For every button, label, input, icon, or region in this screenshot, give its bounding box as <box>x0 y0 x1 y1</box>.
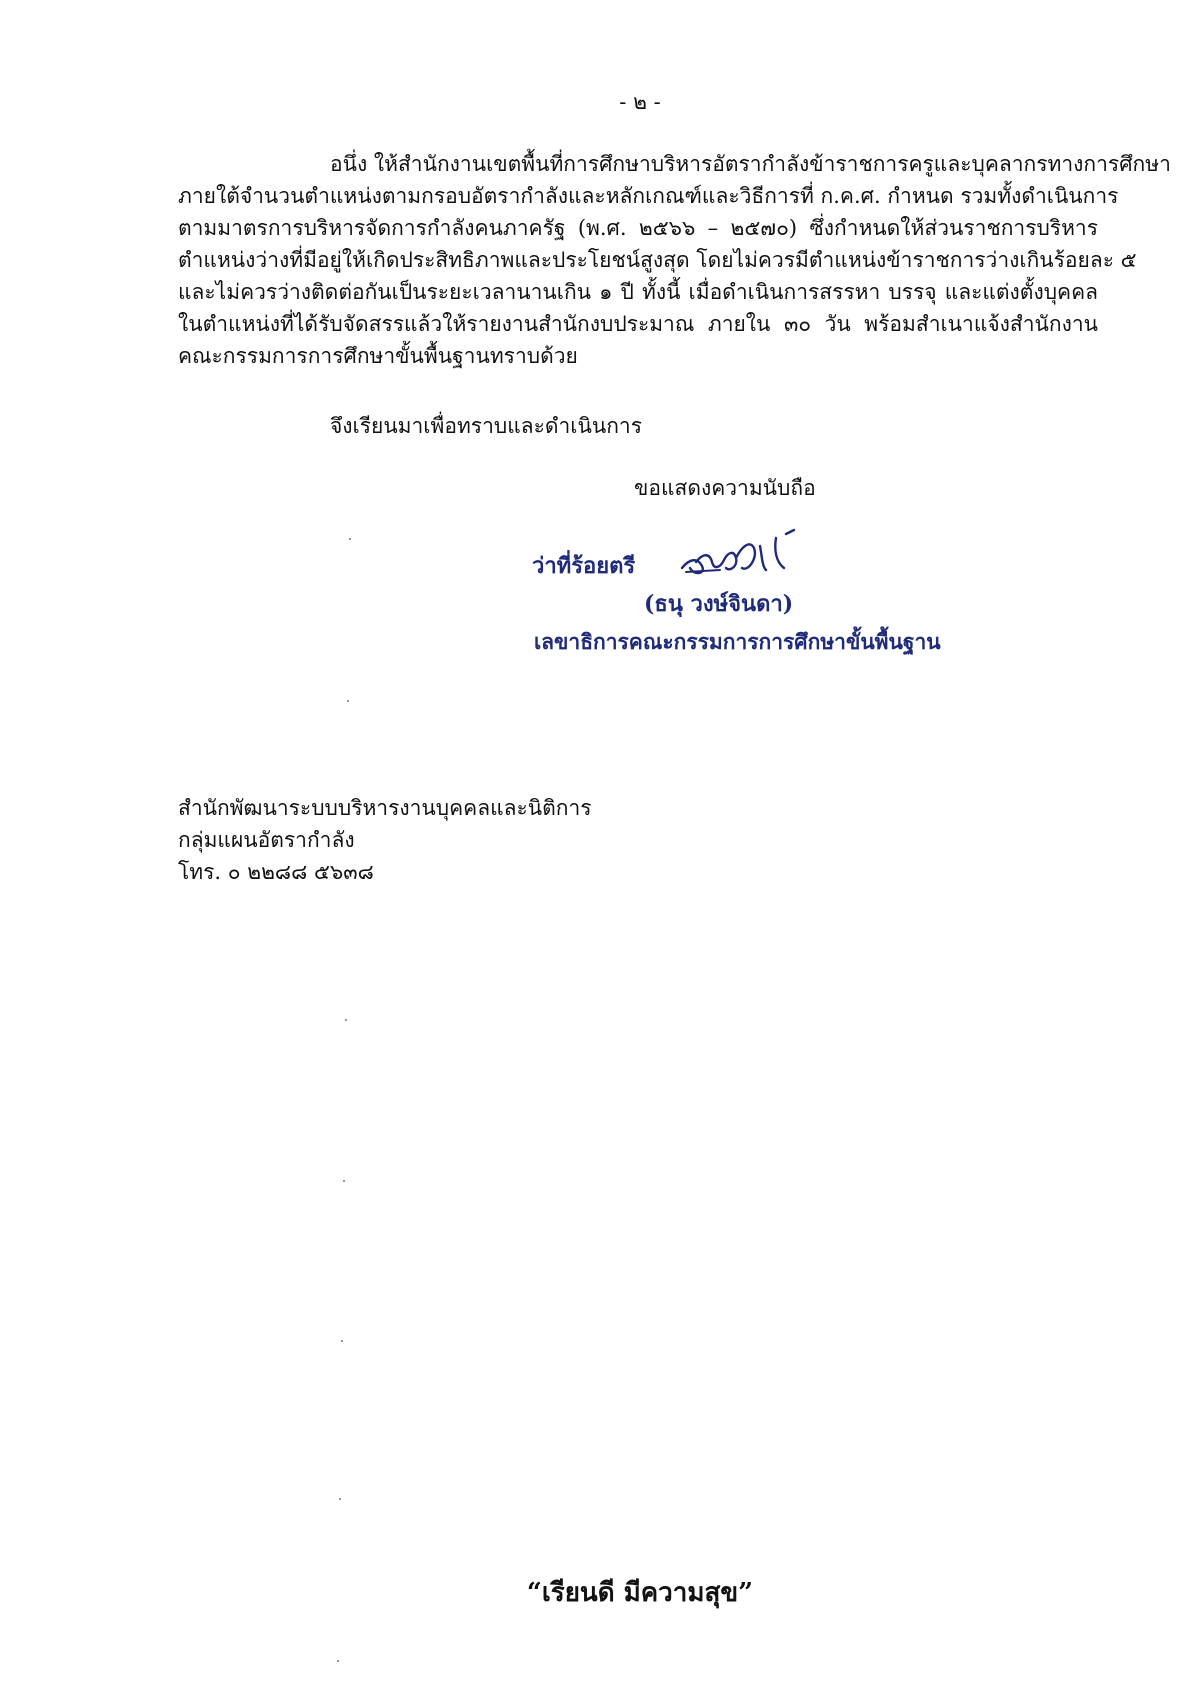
signer-title: เลขาธิการคณะกรรมการการศึกษาขั้นพื้นฐาน <box>534 629 941 654</box>
scan-dot <box>349 538 351 540</box>
scan-dot <box>345 1019 347 1021</box>
slogan: “เรียนดี มีความสุข” <box>526 1578 754 1608</box>
closing-request: จึงเรียนมาเพื่อทราบและดำเนินการ <box>330 414 642 438</box>
body-line: และไม่ควรว่างติดต่อกันเป็นระยะเวลานานเกิน ๑ ปี ทั้งนี้ เมื่อดำเนินการสรรหา บรรจุ และแต่งตั้งบุคคล <box>178 280 1098 304</box>
signer-rank: ว่าที่ร้อยตรี <box>532 553 636 579</box>
office-group: กลุ่มแผนอัตรากำลัง <box>178 828 355 852</box>
body-line: ในตำแหน่งที่ได้รับจัดสรรแล้วให้รายงานสำนักงบประมาณ ภายใน ๓๐ วัน พร้อมสำเนาแจ้งสำนักงาน <box>178 312 1098 336</box>
body-line: ตำแหน่งว่างที่มีอยู่ให้เกิดประสิทธิภาพและประโยชน์สูงสุด โดยไม่ควรมีตำแหน่งข้าราชการว่างเกินร้อยละ ๕ <box>178 248 1137 272</box>
office-info <box>178 792 592 888</box>
scan-dot <box>347 700 349 702</box>
scan-dot <box>339 1498 341 1500</box>
page-number: - ๒ - <box>619 90 661 114</box>
scan-dot <box>337 1660 339 1662</box>
office-department: สำนักพัฒนาระบบบริหารงานบุคคลและนิติการ <box>178 796 592 820</box>
closing-salutation: ขอแสดงความนับถือ <box>634 476 816 500</box>
scan-dot <box>343 1180 345 1182</box>
handwritten-signature <box>676 528 816 588</box>
office-phone: โทร. ๐ ๒๒๘๘ ๕๖๓๘ <box>178 860 374 884</box>
body-line: ตามมาตรการบริหารจัดการกำลังคนภาครัฐ (พ.ศ. ๒๕๖๖ – ๒๕๗๐) ซึ่งกำหนดให้ส่วนราชการบริหาร <box>178 216 1098 240</box>
signature-icon <box>676 528 816 588</box>
body-line: คณะกรรมการการศึกษาขั้นพื้นฐานทราบด้วย <box>178 344 578 368</box>
signer-name: (ธนุ วงษ์จินดา) <box>644 591 794 617</box>
body-paragraph <box>178 148 1171 372</box>
scan-dot <box>341 1340 343 1342</box>
body-line: อนึ่ง ให้สำนักงานเขตพื้นที่การศึกษาบริหารอัตรากำลังข้าราชการครูและบุคลากรทางการศึกษา <box>330 152 1171 176</box>
body-line: ภายใต้จำนวนตำแหน่งตามกรอบอัตรากำลังและหลักเกณฑ์และวิธีการที่ ก.ค.ศ. กำหนด รวมทั้งดำเนินการ <box>178 184 1119 208</box>
